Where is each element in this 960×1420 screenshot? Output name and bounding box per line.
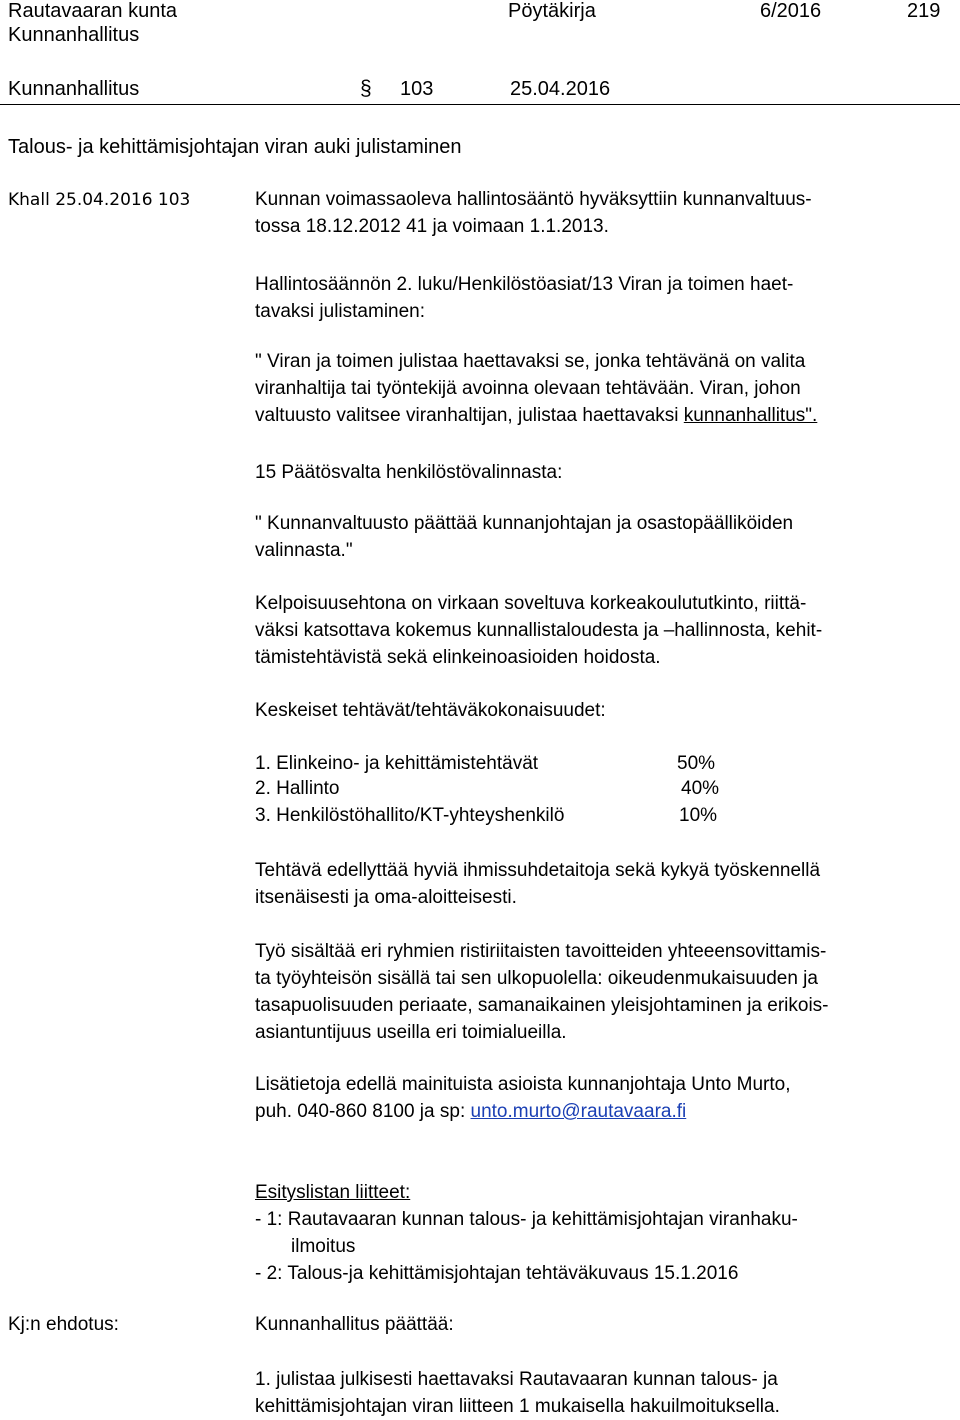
paragraph-contact	[255, 1071, 960, 1125]
meeting-body: Kunnanhallitus	[8, 78, 140, 100]
paragraph-line: asiantuntijuus useilla eri toimialueilla.	[255, 1022, 567, 1043]
paragraph-qualifications	[255, 590, 960, 671]
attachment-item[interactable]: - 1: Rautavaaran kunnan talous- ja kehittämisjohtajan viranhaku-	[255, 1209, 798, 1230]
paragraph-line: itsenäisesti ja oma-aloitteisesti.	[255, 887, 517, 908]
list-item	[255, 777, 340, 801]
paragraph-chapter	[255, 271, 960, 325]
page-title: Talous- ja kehittämisjohtajan viran auki julistaminen	[8, 136, 462, 158]
attachment-item-continued: ilmoitus	[291, 1236, 356, 1257]
meeting-section: 103	[400, 78, 434, 100]
paragraph-line: tasapuolisuuden periaate, samanaikainen yleisjohtaminen ja erikois-	[255, 995, 829, 1016]
paragraph-line: väksi katsottava kokemus kunnallistaloudesta ja –hallinnosta, kehit-	[255, 620, 823, 641]
proposal-lead	[255, 1311, 960, 1338]
underlined-text: kunnanhallitus".	[683, 405, 818, 426]
attachment-item[interactable]: - 2: Talous-ja kehittämisjohtajan tehtäväkuvaus 15.1.2016	[255, 1263, 739, 1284]
section-sign-icon: §	[360, 77, 372, 100]
paragraph-text: valtuusto valitsee viranhaltijan, julistaa haettavaksi	[255, 405, 684, 426]
paragraph-line: Lisätietoja edellä mainituista asioista kunnanjohtaja Unto Murto,	[255, 1074, 791, 1095]
paragraph-requirements	[255, 857, 960, 911]
paragraph-line: Työ sisältää eri ryhmien ristiriitaisten tavoitteiden yhteeensovittamis-	[255, 941, 827, 962]
paragraph-line: ta työyhteisön sisällä tai sen ulkopuolella: oikeudenmukaisuuden ja	[255, 968, 818, 989]
paragraph-regulation	[255, 186, 960, 240]
list-item	[255, 804, 564, 828]
attachments-heading: Esityslistan liitteet:	[255, 1182, 411, 1203]
paragraph-line: Kunnanhallitus päättää:	[255, 1314, 454, 1335]
paragraph-line: Tehtävä edellyttää hyviä ihmissuhdetaitoja sekä kykyä työskennellä	[255, 860, 821, 881]
task-share: 40%	[681, 778, 720, 799]
task-share: 50%	[677, 753, 716, 774]
paragraph-line	[255, 1098, 960, 1125]
task-share: 10%	[679, 805, 718, 826]
proposal-item	[255, 1366, 960, 1420]
proposal-label: Kj:n ehdotus:	[8, 1314, 119, 1335]
doc-type: Pöytäkirja	[508, 0, 596, 22]
task-label: 3. Henkilöstöhallito/KT-yhteyshenkilö	[255, 805, 565, 826]
org-name: Rautavaaran kunta	[8, 0, 178, 22]
email-link[interactable]: unto.murto@rautavaara.fi	[470, 1101, 687, 1122]
paragraph-quote-2	[255, 510, 960, 564]
attachments	[255, 1179, 960, 1287]
list-item	[255, 752, 538, 776]
tasks-heading	[255, 697, 960, 724]
paragraph-line: tämistehtävistä sekä elinkeinoasioiden hoidosta.	[255, 647, 661, 668]
header-rule	[0, 104, 960, 105]
doc-number: 6/2016	[760, 0, 822, 22]
paragraph-line: 1. julistaa julkisesti haettavaksi Rautavaaran kunnan talous- ja	[255, 1369, 778, 1390]
paragraph-line: Hallintosäännön 2. luku/Henkilöstöasiat/13 Viran ja toimen haet-	[255, 274, 794, 295]
paragraph-line: valinnasta."	[255, 540, 353, 561]
task-label: 2. Hallinto	[255, 778, 340, 799]
paragraph-text: puh. 040-860 8100 ja sp:	[255, 1101, 471, 1122]
issuing-body: Kunnanhallitus	[8, 24, 140, 46]
paragraph-line: " Viran ja toimen julistaa haettavaksi se, jonka tehtävänä on valita	[255, 351, 806, 372]
meeting-date: 25.04.2016	[510, 78, 611, 100]
task-label: 1. Elinkeino- ja kehittämistehtävät	[255, 753, 539, 774]
paragraph-line	[255, 402, 960, 429]
paragraph-line: " Kunnanvaltuusto päättää kunnanjohtajan ja osastopäälliköiden	[255, 513, 794, 534]
paragraph-line: tavaksi julistaminen:	[255, 301, 426, 322]
paragraph-line: viranhaltija tai työntekijä avoinna olevaan tehtävään. Viran, johon	[255, 378, 801, 399]
paragraph-line: tossa 18.12.2012 41 ja voimaan 1.1.2013.	[255, 216, 609, 237]
paragraph-quote-1	[255, 348, 960, 429]
paragraph-work-content	[255, 938, 960, 1046]
margin-label: Khall 25.04.2016 103	[8, 190, 191, 210]
paragraph-line: Keskeiset tehtävät/tehtäväkokonaisuudet:	[255, 700, 606, 721]
paragraph-line: 15 Päätösvalta henkilöstövalinnasta:	[255, 462, 563, 483]
paragraph-section-15	[255, 459, 960, 486]
paragraph-line: Kelpoisuusehtona on virkaan soveltuva korkeakoulututkinto, riittä-	[255, 593, 807, 614]
paragraph-line: kehittämisjohtajan viran liitteen 1 mukaisella hakuilmoituksella.	[255, 1396, 780, 1417]
page-number: 219	[907, 0, 941, 22]
paragraph-line: Kunnan voimassaoleva hallintosääntö hyväksyttiin kunnanvaltuus-	[255, 189, 812, 210]
